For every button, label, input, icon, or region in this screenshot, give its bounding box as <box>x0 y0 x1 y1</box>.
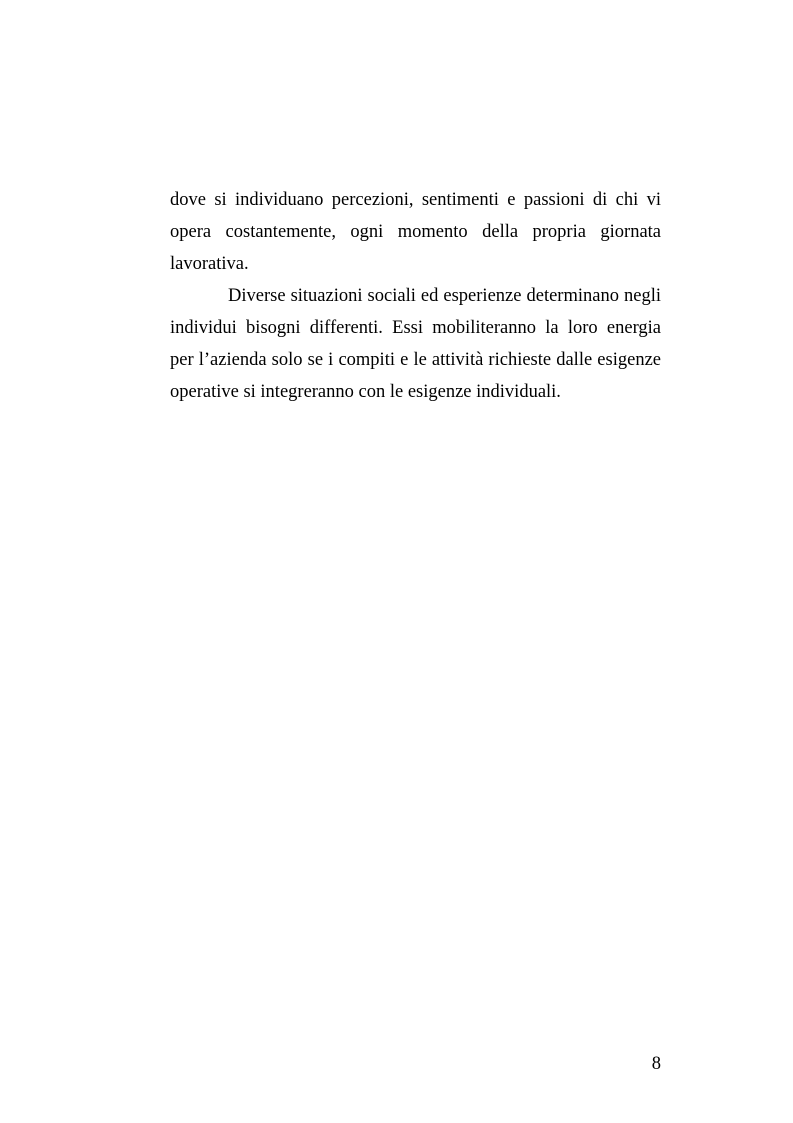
page-number: 8 <box>651 1054 661 1074</box>
paragraph-line: per l’azienda solo se i compiti e le attività richieste dalle esigenze <box>170 350 661 370</box>
paragraph-2 <box>170 280 661 408</box>
paragraph-1 <box>170 184 661 280</box>
paragraph-line: individui bisogni differenti. Essi mobiliteranno la loro energia <box>170 318 661 338</box>
paragraph-line: lavorativa. <box>170 254 249 274</box>
paragraph-line: Diverse situazioni sociali ed esperienze determinano negli <box>228 286 661 306</box>
paragraph-line: opera costantemente, ogni momento della propria giornata <box>170 222 661 242</box>
paragraph-line: dove si individuano percezioni, sentimenti e passioni di chi vi <box>170 190 661 210</box>
paragraph-line: operative si integreranno con le esigenze individuali. <box>170 382 561 402</box>
page-body <box>170 184 661 408</box>
